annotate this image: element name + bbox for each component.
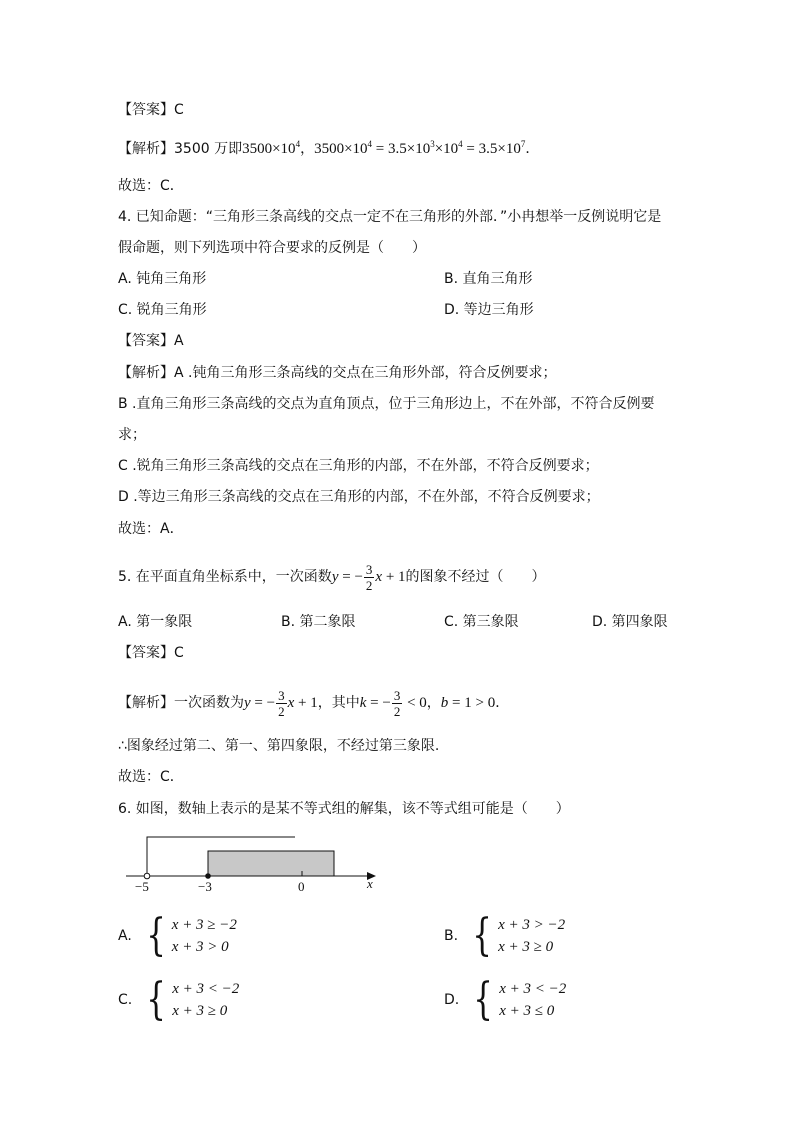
function-expr: y = − $\frac{3}{2}$ x + 1 [331, 562, 406, 593]
q4-analysis-d: D .等边三角形三条高线的交点在三角形的内部，不在外部，不符合反例要求； [118, 489, 600, 505]
q4-option-c: C. 锐角三角形 [118, 302, 207, 318]
q3-answer-line [118, 100, 184, 120]
tick-label-minus3: −3 [198, 879, 212, 894]
brace-icon: { [473, 974, 494, 1025]
q6-option-d: D. { x + 3 < −2 x + 3 ≤ 0 [444, 974, 567, 1025]
analysis-tag: 【解析】 [118, 365, 174, 381]
q5-answer-line [118, 643, 184, 663]
q3-analysis-line: 【解析】3500 万即$3500\times 10^4$，$3500\times 10^4 = 3.5\times 10^3\times 10^4 = 3.5\times 10^7$． [118, 139, 540, 157]
q5-option-b: B. 第二象限 [281, 614, 356, 630]
q4-analysis-c: C .锐角三角形三条高线的交点在三角形的内部，不在外部，不符合反例要求； [118, 458, 599, 474]
q5-option-a: A. 第一象限 [118, 614, 193, 630]
open-point-minus5 [144, 873, 150, 879]
brace-icon: { [145, 910, 166, 961]
answer-value: C [174, 102, 184, 118]
answer-tag: 【答案】 [118, 645, 174, 661]
q4-analysis-a: 【解析】A .钝角三角形三条高线的交点在三角形外部，符合反例要求； [118, 365, 557, 381]
answer-tag: 【答案】 [118, 333, 174, 349]
answer-value: A [174, 333, 184, 349]
k-expr: k = − $\frac{3}{2}$ < 0 [359, 688, 427, 719]
expr-2: $3500\times 10^4 = 3.5\times 10^3\times 10^4 = 3.5\times 10^7$ [314, 139, 526, 157]
closed-point-minus3 [205, 873, 211, 879]
q3-conclusion: 故选：C． [118, 178, 184, 194]
q4-stem-line2: 假命题，则下列选项中符合要求的反例是（ ） [118, 240, 426, 256]
q4-answer-line [118, 331, 184, 351]
q5-conclusion: 故选：C． [118, 769, 184, 785]
q4-analysis-b-cont: 求； [118, 427, 146, 443]
q4-option-d: D. 等边三角形 [444, 302, 534, 318]
answer-tag: 【答案】 [118, 102, 174, 118]
brace-icon: { [472, 910, 492, 961]
q5-stem: 5. 在平面直角坐标系中，一次函数y = − $\frac{3}{2}$ x + 1的图象不经过（ ） [118, 562, 546, 593]
tick-label-minus5: −5 [135, 879, 149, 894]
q6-stem: 6. 如图，数轴上表示的是某不等式组的解集，该不等式组可能是（ ） [118, 801, 570, 817]
q4-stem-line1: 4. 已知命题：“三角形三条高线的交点一定不在三角形的外部．”小冉想举一反例说明它是 [118, 209, 662, 225]
analysis-text: 3500 万即 [174, 141, 243, 157]
analysis-tag: 【解析】 [118, 694, 174, 711]
q4-option-a: A. 钝角三角形 [118, 271, 207, 287]
tick-label-zero: 0 [298, 879, 305, 894]
q6-option-c: C. { x + 3 < −2 x + 3 ≥ 0 [118, 974, 240, 1025]
brace-icon: { [146, 974, 167, 1025]
q4-analysis-b: B .直角三角形三条高线的交点为直角顶点，位于三角形边上，不在外部，不符合反例要 [118, 396, 655, 412]
axis-label-x: x [367, 876, 373, 891]
q5-option-c: C. 第三象限 [444, 614, 519, 630]
analysis-expr: y = − $\frac{3}{2}$ x + 1 [244, 688, 318, 719]
expr-1: $3500\times 10^4$ [242, 139, 301, 157]
q5-therefore: ∴图象经过第二、第一、第四象限，不经过第三象限. [118, 738, 440, 754]
number-line-figure [118, 830, 388, 895]
q5-analysis-line: 【解析】一次函数为y = − $\frac{3}{2}$ x + 1，其中k = − $\frac{3}{2}$ < 0，b = 1 > 0． [118, 688, 510, 719]
solution-shade [208, 851, 334, 876]
analysis-tag: 【解析】 [118, 141, 174, 157]
answer-value: C [174, 645, 184, 661]
b-expr: b = 1 > 0 [440, 694, 496, 711]
q4-conclusion: 故选：A． [118, 521, 184, 537]
q6-option-b: B. { x + 3 > −2 x + 3 ≥ 0 [444, 910, 566, 961]
q6-option-a: A. { x + 3 ≥ −2 x + 3 > 0 [118, 910, 237, 961]
q4-option-b: B. 直角三角形 [444, 271, 533, 287]
q5-option-d: D. 第四象限 [592, 614, 668, 630]
